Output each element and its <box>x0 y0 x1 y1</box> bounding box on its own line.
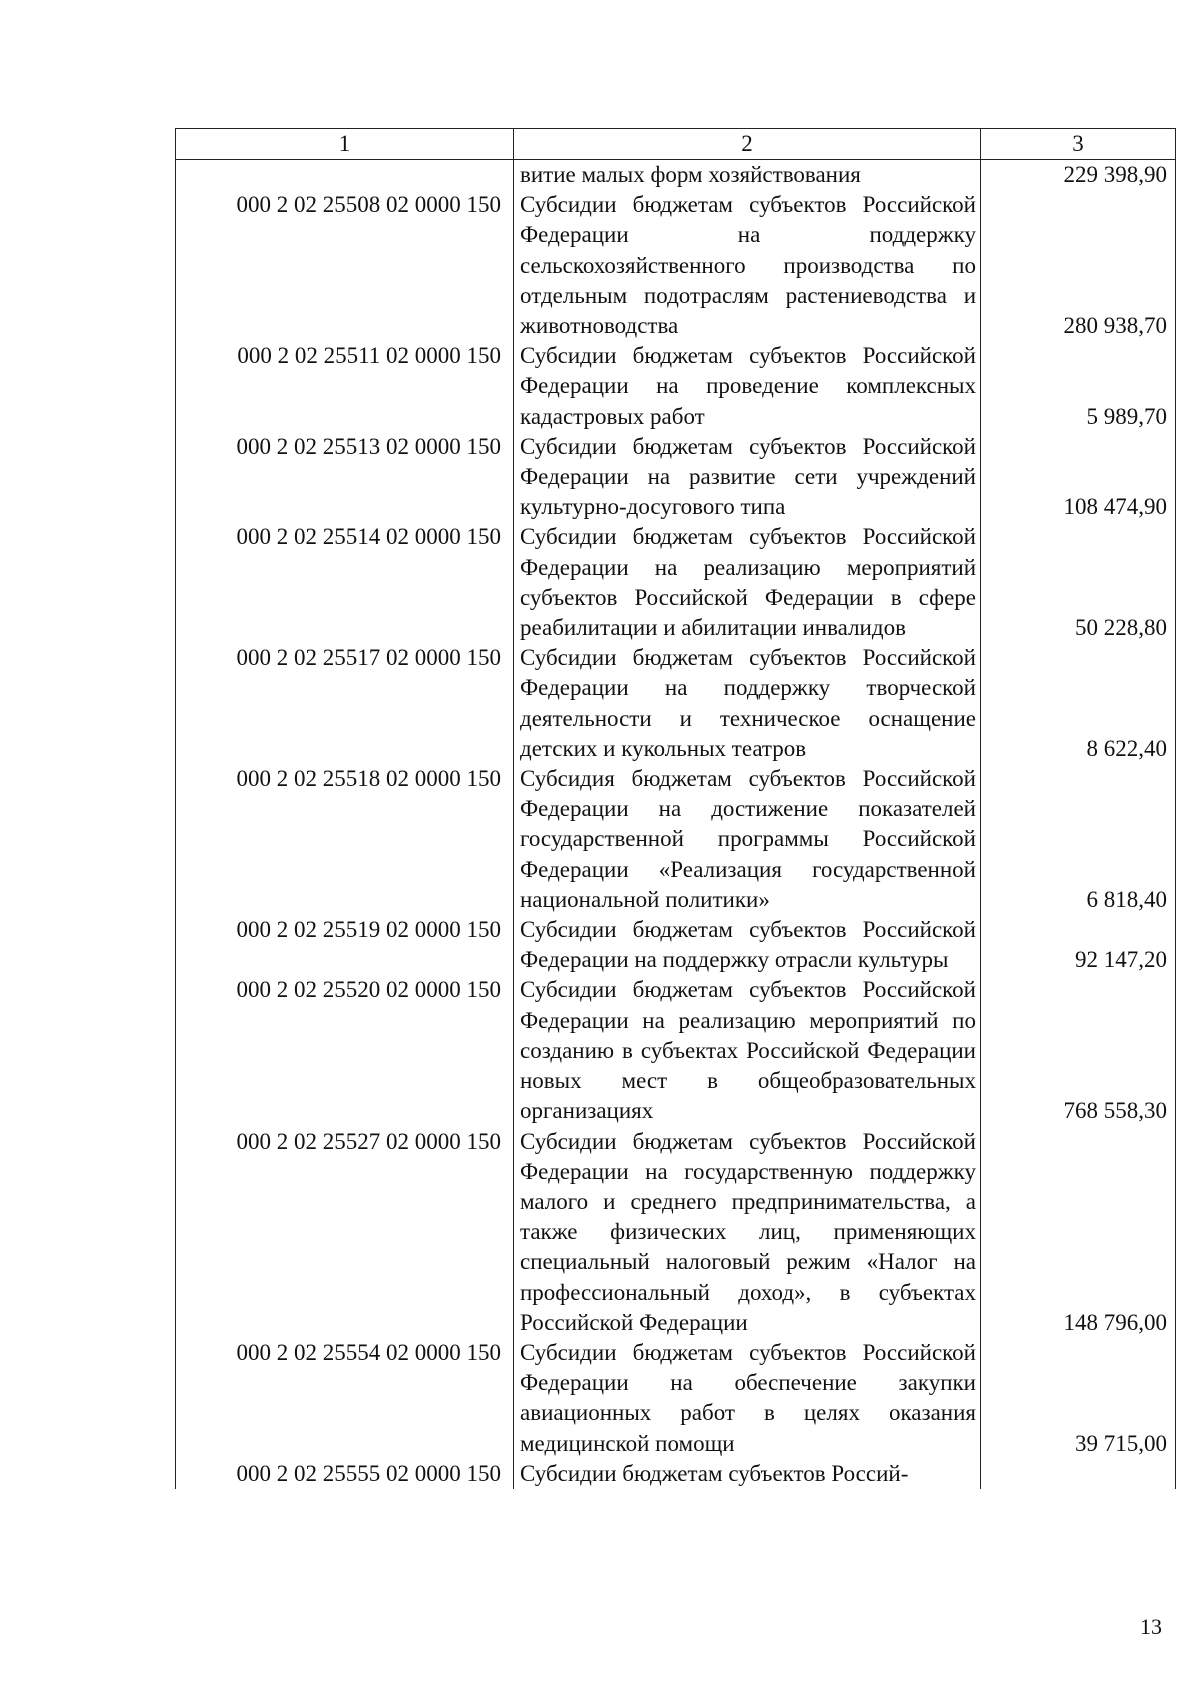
amount: 148 796,00 <box>981 1127 1176 1338</box>
budget-code: 000 2 02 25517 02 0000 150 <box>176 643 514 764</box>
budget-table <box>175 128 1176 1489</box>
amount: 229 398,90 <box>981 160 1176 191</box>
amount: 5 989,70 <box>981 341 1176 432</box>
budget-code: 000 2 02 25514 02 0000 150 <box>176 522 514 643</box>
description: Субсидии бюджетам субъектов Российской Федерации на поддержку творческой деятельности и техническое оснащение детских и кукольных театров <box>514 643 981 764</box>
amount: 92 147,20 <box>981 915 1176 975</box>
description: Субсидии бюджетам субъектов Российской Федерации на обеспечение закупки авиационных работ в целях оказания медицинской помощи <box>514 1338 981 1459</box>
table-row <box>176 975 1176 1126</box>
table-row <box>176 160 1176 191</box>
budget-code: 000 2 02 25554 02 0000 150 <box>176 1338 514 1459</box>
budget-code: 000 2 02 25511 02 0000 150 <box>176 341 514 432</box>
budget-code: 000 2 02 25519 02 0000 150 <box>176 915 514 975</box>
amount: 6 818,40 <box>981 764 1176 915</box>
budget-code: 000 2 02 25527 02 0000 150 <box>176 1127 514 1338</box>
header-row <box>176 129 1176 160</box>
amount: 50 228,80 <box>981 522 1176 643</box>
description: Субсидии бюджетам субъектов Россий- <box>514 1459 981 1489</box>
table-row <box>176 643 1176 764</box>
amount: 8 622,40 <box>981 643 1176 764</box>
description: Субсидии бюджетам субъектов Российской Федерации на развитие сети учреждений культурно-досугового типа <box>514 432 981 523</box>
budget-code: 000 2 02 25508 02 0000 150 <box>176 190 514 341</box>
description: витие малых форм хозяйствования <box>514 160 981 191</box>
budget-code: 000 2 02 25555 02 0000 150 <box>176 1459 514 1489</box>
description: Субсидии бюджетам субъектов Российской Федерации на поддержку сельскохозяйственного производства по отдельным подотраслям растениеводства и животноводства <box>514 190 981 341</box>
header-col-1: 1 <box>176 129 514 160</box>
table-row <box>176 915 1176 975</box>
description: Субсидии бюджетам субъектов Российской Федерации на реализацию мероприятий по созданию в субъектах Российской Федерации новых мест в общеобразовательных организациях <box>514 975 981 1126</box>
description: Субсидия бюджетам субъектов Российской Федерации на достижение показателей государственной программы Российской Федерации «Реализация государственной национальной политики» <box>514 764 981 915</box>
table-row <box>176 522 1176 643</box>
budget-code: 000 2 02 25513 02 0000 150 <box>176 432 514 523</box>
amount <box>981 1459 1176 1489</box>
description: Субсидии бюджетам субъектов Российской Федерации на проведение комплексных кадастровых работ <box>514 341 981 432</box>
budget-code: 000 2 02 25520 02 0000 150 <box>176 975 514 1126</box>
table-row <box>176 764 1176 915</box>
amount: 280 938,70 <box>981 190 1176 341</box>
table-row <box>176 1127 1176 1338</box>
amount: 108 474,90 <box>981 432 1176 523</box>
description: Субсидии бюджетам субъектов Российской Федерации на государственную поддержку малого и среднего предпринимательства, а также физических лиц, применяющих специальный налоговый режим «Налог на профессиональный доход», в субъектах Российской Федерации <box>514 1127 981 1338</box>
table-row <box>176 1338 1176 1459</box>
table-row <box>176 432 1176 523</box>
table-row <box>176 190 1176 341</box>
budget-code <box>176 160 514 191</box>
budget-code: 000 2 02 25518 02 0000 150 <box>176 764 514 915</box>
description: Субсидии бюджетам субъектов Российской Федерации на поддержку отрасли культуры <box>514 915 981 975</box>
table-row <box>176 341 1176 432</box>
header-col-3: 3 <box>981 129 1176 160</box>
page-number: 13 <box>1140 1614 1162 1639</box>
table-row <box>176 1459 1176 1489</box>
amount: 768 558,30 <box>981 975 1176 1126</box>
amount: 39 715,00 <box>981 1338 1176 1459</box>
description: Субсидии бюджетам субъектов Российской Федерации на реализацию мероприятий субъектов Российской Федерации в сфере реабилитации и абилитации инвалидов <box>514 522 981 643</box>
header-col-2: 2 <box>514 129 981 160</box>
